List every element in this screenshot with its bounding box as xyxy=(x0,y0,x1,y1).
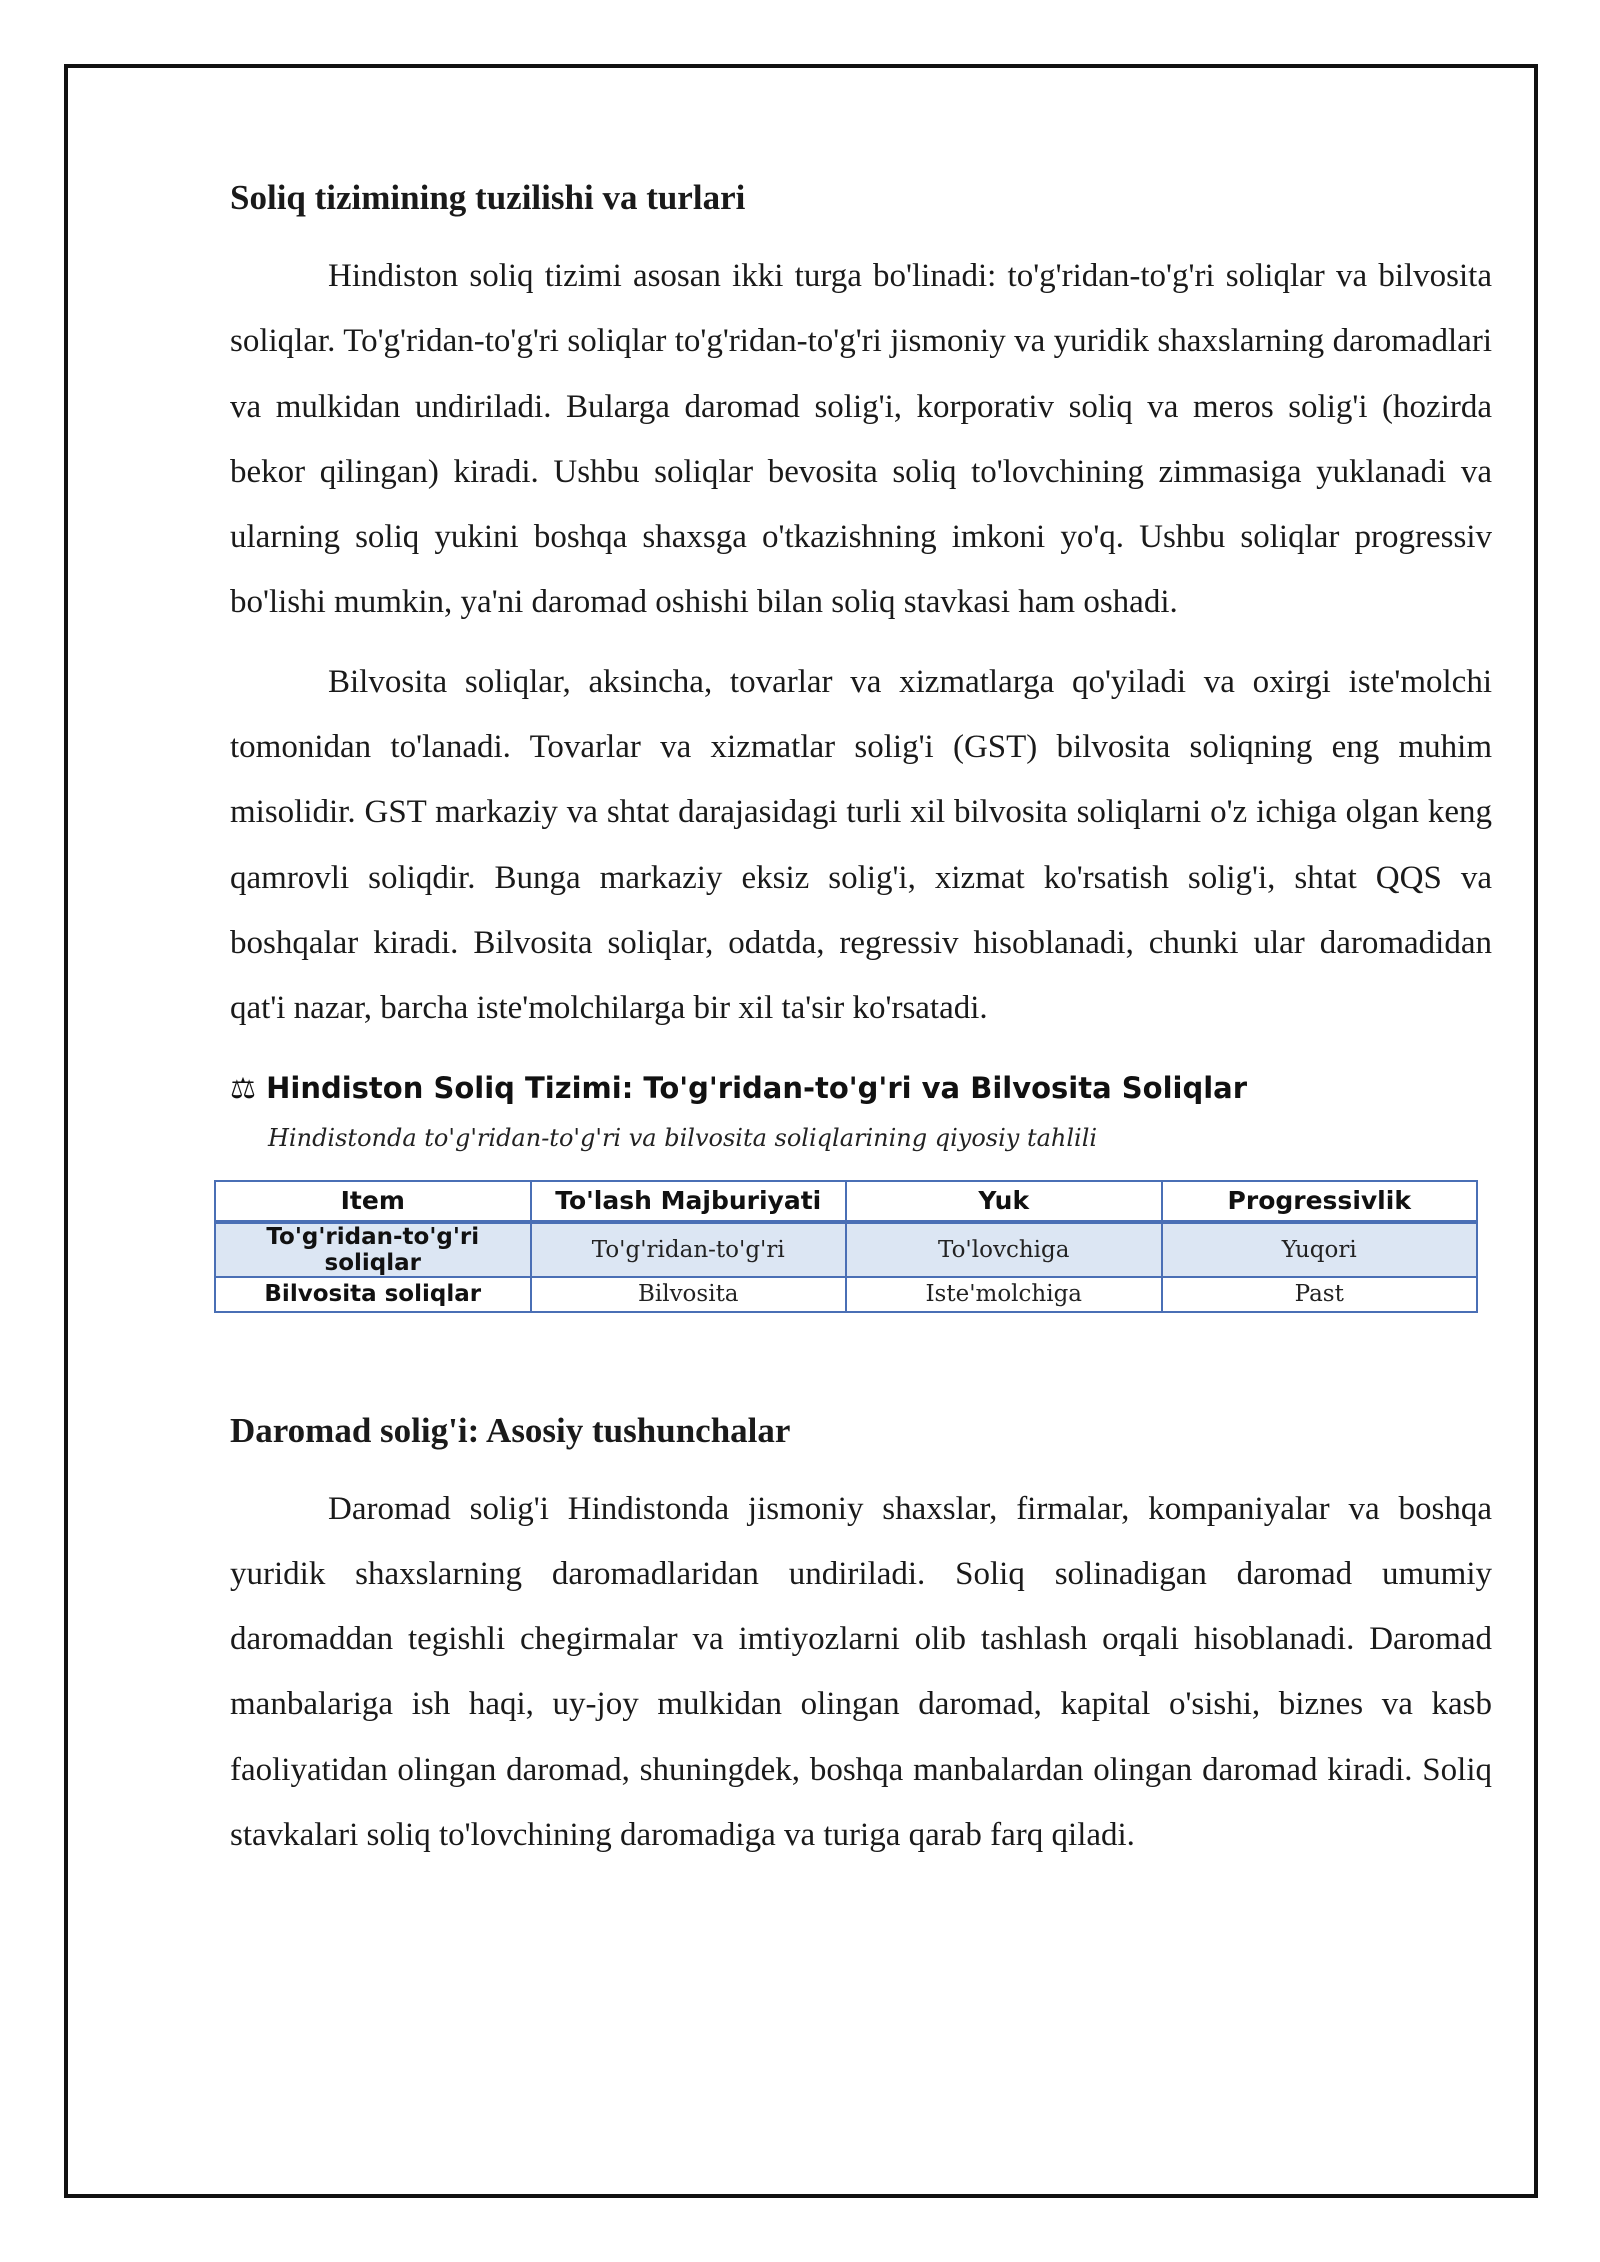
table-subtitle: Hindistonda to'g'ridan-to'g'ri va bilvosita soliqlarining qiyosiy tahlili xyxy=(268,1123,1098,1152)
comparison-table xyxy=(214,1180,1478,1313)
table-cell: Bilvosita xyxy=(531,1277,847,1312)
section-heading-tax-structure: Soliq tizimining tuzilishi va turlari xyxy=(230,178,746,217)
column-header-item: Item xyxy=(215,1181,531,1222)
column-header-progressivity: Progressivlik xyxy=(1162,1181,1478,1222)
table-cell: To'lovchiga xyxy=(846,1222,1162,1277)
column-header-obligation: To'lash Majburiyati xyxy=(531,1181,847,1222)
table-cell: Yuqori xyxy=(1162,1222,1478,1277)
table-cell: To'g'ridan-to'g'ri soliqlar xyxy=(215,1222,531,1277)
paragraph-direct-taxes: Hindiston soliq tizimi asosan ikki turga bo'linadi: to'g'ridan-to'g'ri soliqlar va bilvosita soliqlar. To'g'ridan-to'g'ri soliqlar to'g'ridan-to'g'ri jismoniy va yuridik shaxslarning daromadlari va mulkidan undiriladi. Bularga daromad solig'i, korporativ soliq va meros solig'i (hozirda bekor qilingan) kiradi. Ushbu soliqlar bevosita soliq to'lovchining zimmasiga yuklanadi va ularning soliq yukini boshqa shaxsga o'tkazishning imkoni yo'q. Ushbu soliqlar progressiv bo'lishi mumkin, ya'ni daromad oshishi bilan soliq stavkasi ham oshadi. xyxy=(230,258,1492,621)
paragraph-indirect-taxes: Bilvosita soliqlar, aksincha, tovarlar va xizmatlarga qo'yiladi va oxirgi iste'molchi tomonidan to'lanadi. Tovarlar va xizmatlar solig'i (GST) bilvosita soliqning eng muhim misolidir. GST markaziy va shtat darajasidagi turli xil bilvosita soliqlarni o'z ichiga olgan keng qamrovli soliqdir. Bunga markaziy eksiz solig'i, xizmat ko'rsatish solig'i, shtat QQS va boshqalar kiradi. Bilvosita soliqlar, odatda, regressiv hisoblanadi, chunki ular daromadidan qat'i nazar, barcha iste'molchilarga bir xil ta'sir ko'rsatadi. xyxy=(230,663,1492,1027)
table-cell: Past xyxy=(1162,1277,1478,1312)
section-heading-income-tax: Daromad solig'i: Asosiy tushunchalar xyxy=(230,1410,791,1450)
paragraph-income-tax: Daromad solig'i Hindistonda jismoniy shaxslar, firmalar, kompaniyalar va boshqa yuridik shaxslarning daromadlaridan undiriladi. Soliq solinadigan daromad umumiy daromaddan tegishli chegirmalar va imtiyozlarni olib tashlash orqali hisoblanadi. Daromad manbalariga ish haqi, uy-joy mulkidan olingan daromad, kapital o'sishi, biznes va kasb faoliyatidan olingan daromad, shuningdek, boshqa manbalardan olingan daromad kiradi. Soliq stavkalari soliq to'lovchining daromadiga va turiga qarab farq qiladi. xyxy=(230,1490,1492,1854)
table-row xyxy=(215,1277,1477,1312)
table-title xyxy=(230,1066,1492,1110)
table-cell: To'g'ridan-to'g'ri xyxy=(531,1222,847,1277)
table-cell: Bilvosita soliqlar xyxy=(215,1277,531,1312)
table-header-row xyxy=(215,1181,1477,1222)
table-cell: Iste'molchiga xyxy=(846,1277,1162,1312)
table-title-text: Hindiston Soliq Tizimi: To'g'ridan-to'g'ri va Bilvosita Soliqlar xyxy=(266,1070,1248,1105)
document-content xyxy=(230,170,1492,1882)
scales-icon: ⚖ xyxy=(230,1070,256,1105)
table-row xyxy=(215,1222,1477,1277)
column-header-burden: Yuk xyxy=(846,1181,1162,1222)
